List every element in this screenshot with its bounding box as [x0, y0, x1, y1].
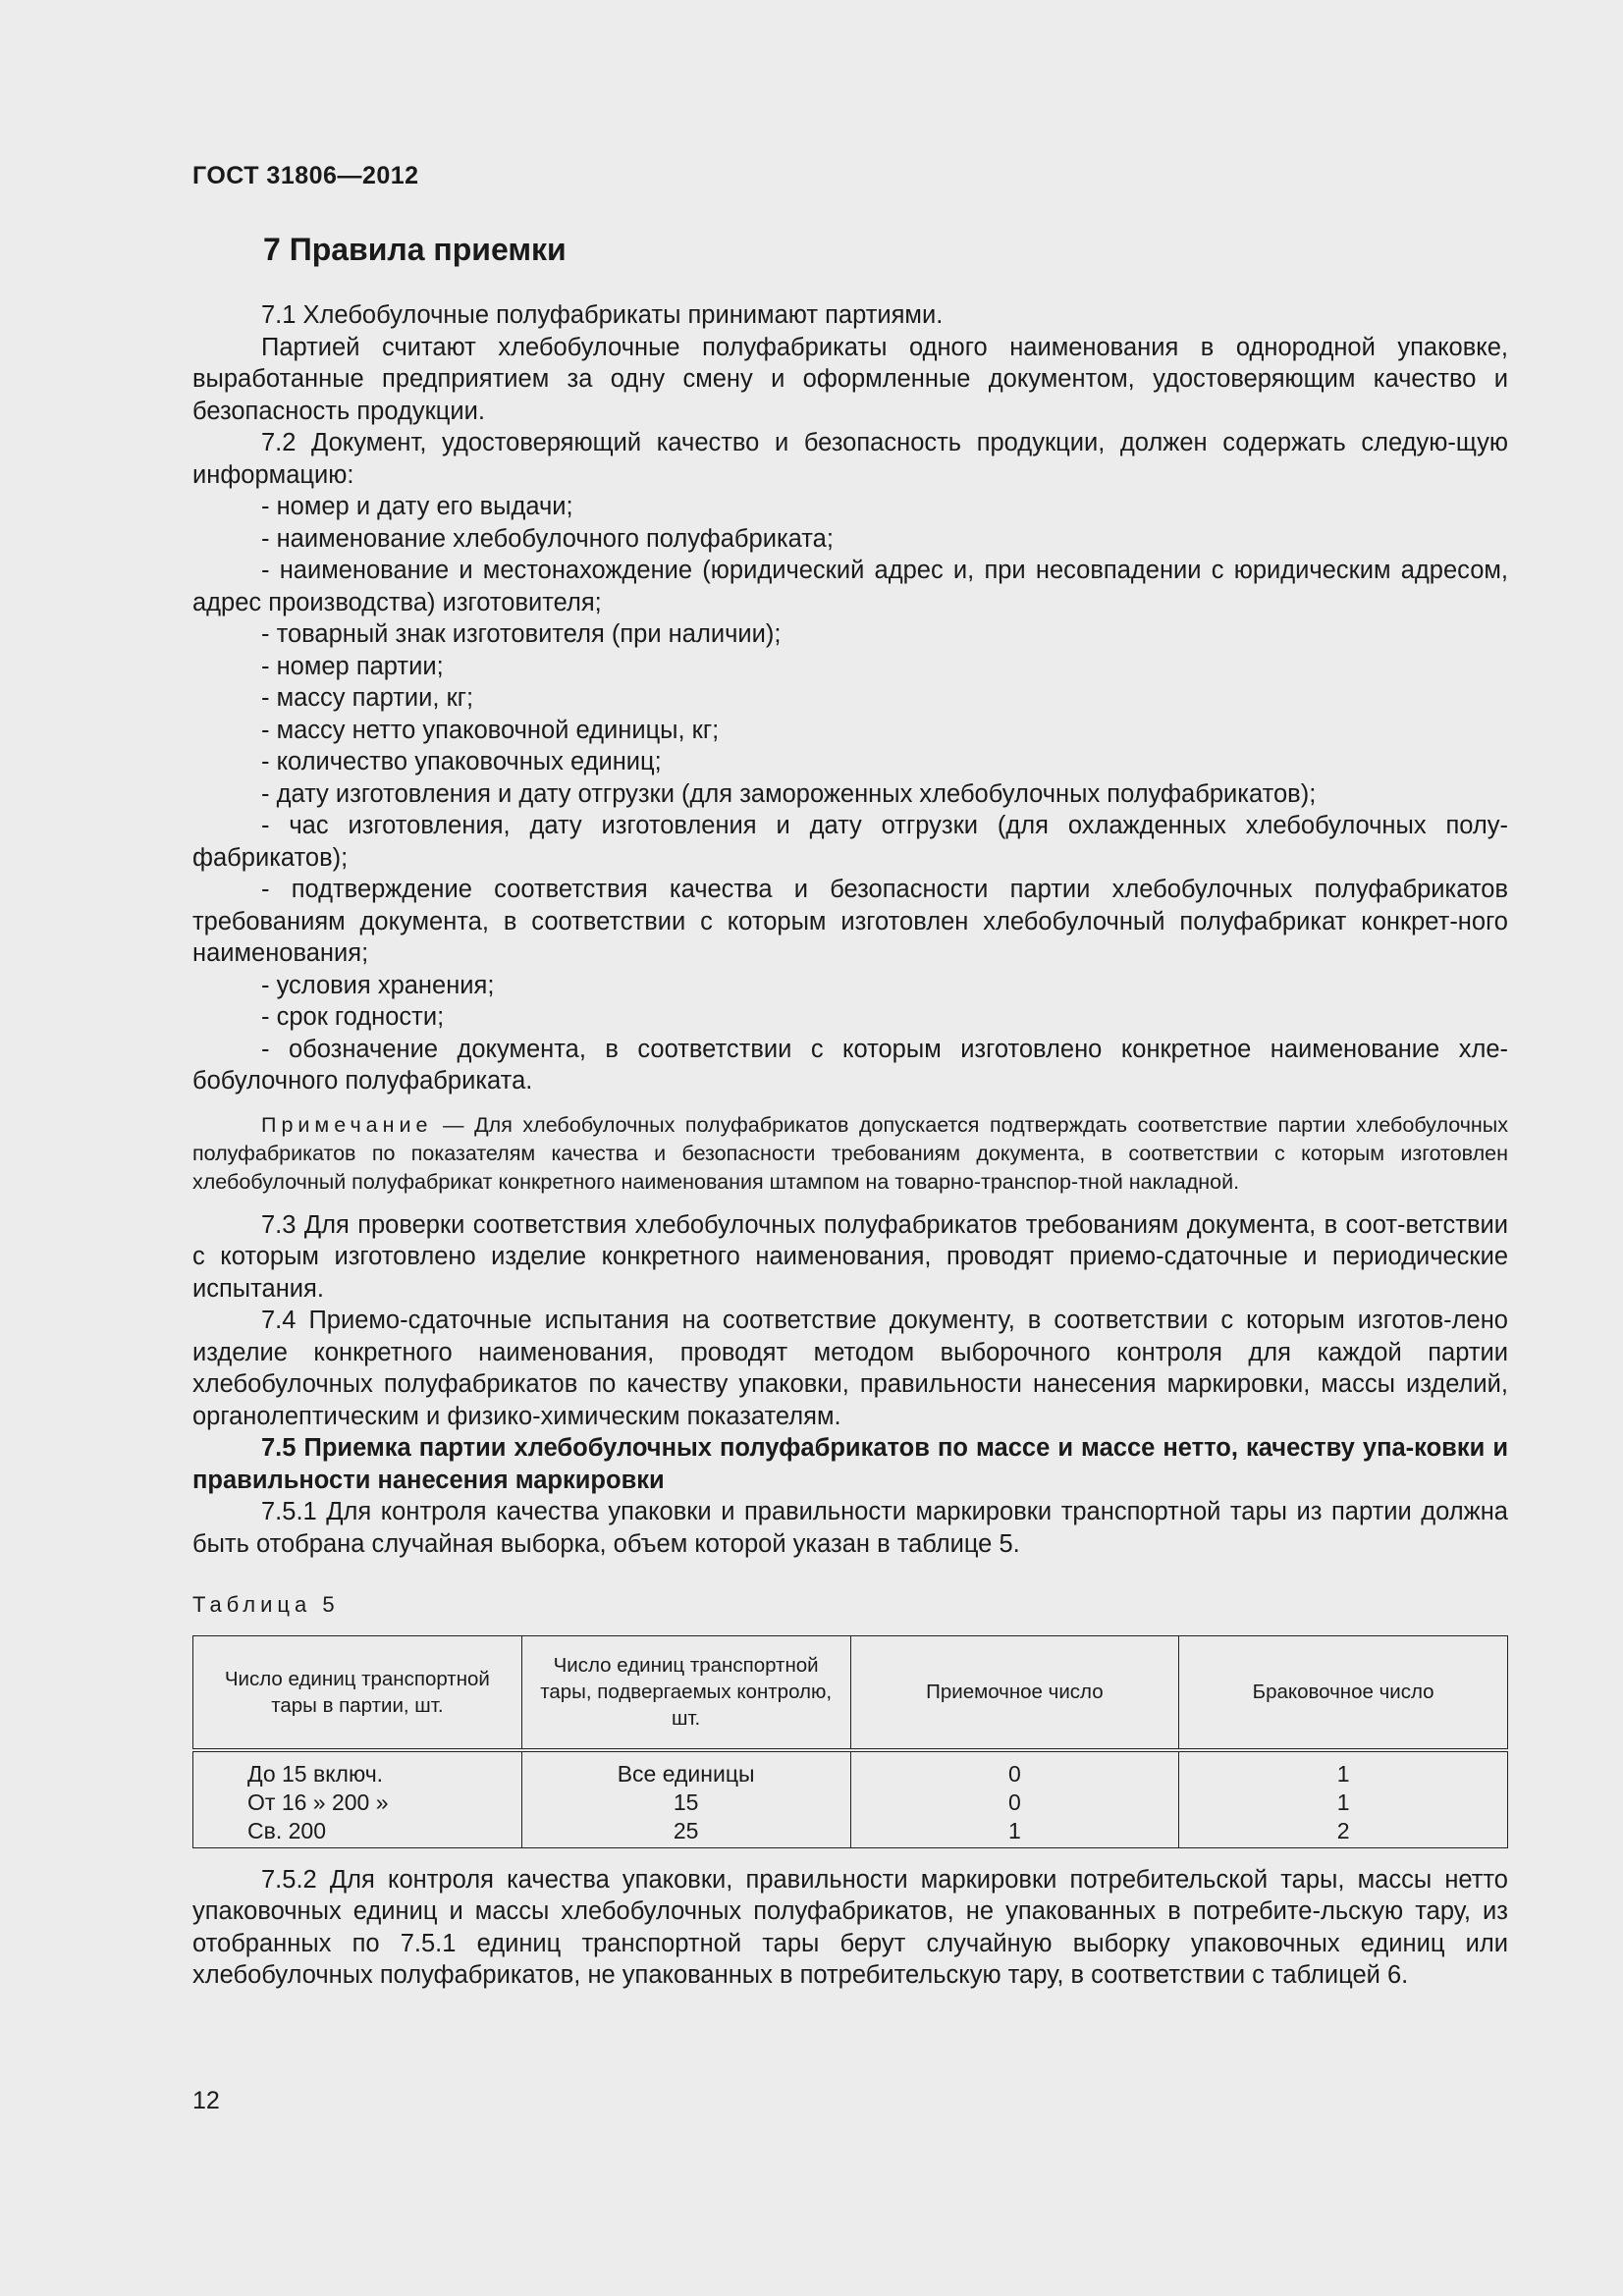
paragraph-7-3: 7.3 Для проверки соответствия хлебобулочных полуфабрикатов требованиям документа, в соот-ветствии с которым изготовлено изделие конкретного наименования, проводят приемо-сдаточные и периодические испытания.: [192, 1210, 1508, 1303]
list-item: - час изготовления, дату изготовления и дату отгрузки (для охлажденных хлебобулочных полу-фабрикатов);: [192, 812, 1508, 872]
paragraph-7-5-1: 7.5.1 Для контроля качества упаковки и правильности маркировки транспортной тары из партии должна быть отобрана случайная выборка, объем которой указан в таблице 5.: [192, 1498, 1508, 1558]
table-cell: До 15 включ.: [193, 1750, 522, 1789]
list-item: - номер партии;: [261, 652, 444, 680]
note: [192, 1111, 1508, 1197]
paragraph-7-1: 7.1 Хлебобулочные полуфабрикаты принимают партиями.: [261, 301, 944, 329]
table-cell: Все единицы: [521, 1750, 850, 1789]
table-caption: Таблица 5: [192, 1592, 340, 1617]
table-cell: 0: [850, 1789, 1179, 1817]
table-cell: 1: [850, 1817, 1179, 1848]
list-item: - количество упаковочных единиц;: [261, 748, 662, 775]
list-item: - номер и дату его выдачи;: [261, 493, 573, 520]
list-item: - обозначение документа, в соответствии с которым изготовлено конкретное наименование хле-бобулочного полуфабриката.: [192, 1035, 1508, 1095]
paragraph-7-2: 7.2 Документ, удостоверяющий качество и безопасность продукции, должен содержать следую-щую информацию:: [192, 429, 1508, 489]
page-number: 12: [192, 2087, 220, 2114]
paragraph-7-4: 7.4 Приемо-сдаточные испытания на соответствие документу, в соответствии с которым изготов-лено изделие конкретного наименования, проводят методом выборочного контроля для каждой партии хлебобулочных полуфабрикатов по качеству упаковки, правильности нанесения маркировки, массы изделий, органолептическим и физико-химическим показателям.: [192, 1307, 1508, 1430]
list-item: - подтверждение соответствия качества и безопасности партии хлебобулочных полуфабрикатов требованиям документа, в соответствии с которым изготовлен хлебобулочный полуфабрикат конкрет-ного наименования;: [192, 876, 1508, 967]
table-row: [193, 1789, 1508, 1817]
list-item: - массу нетто упаковочной единицы, кг;: [261, 716, 720, 744]
list-item: - наименование хлебобулочного полуфабриката;: [261, 524, 834, 553]
section-title: 7 Правила приемки: [263, 232, 567, 267]
paragraph-7-1-definition: Партией считают хлебобулочные полуфабрикаты одного наименования в однородной упаковке, выработанные предприятием за одну смену и оформленные документом, удостоверяющим качество и безопасность продукции.: [192, 333, 1508, 425]
table-header-cell: Число единиц транспортной тары, подвергаемых контролю, шт.: [521, 1635, 850, 1750]
table-cell: 1: [1179, 1750, 1508, 1789]
list-item: - массу партии, кг;: [261, 684, 474, 712]
note-text: — Для хлебобулочных полуфабрикатов допускается подтверждать соответствие партии хлебобулочных полуфабрикатов по показателям качества и безопасности требованиям документа, в соответствии с которым изготовлен хлебобулочный полуфабрикат конкретного наименования штампом на товарно-транспор-тной накладной.: [192, 1112, 1508, 1194]
list-item: - наименование и местонахождение (юридический адрес и, при несовпадении с юридическим адресом, адрес производства) изготовителя;: [192, 557, 1508, 616]
note-label: Примечание: [261, 1112, 433, 1137]
table-5: [192, 1635, 1508, 1848]
table-cell: 2: [1179, 1817, 1508, 1848]
list-item: - срок годности;: [261, 1003, 445, 1031]
table-header-row: [193, 1635, 1508, 1750]
table-cell: Св. 200: [193, 1817, 522, 1848]
table-header-cell: Число единиц транспортной тары в партии, шт.: [193, 1635, 522, 1750]
table-header-cell: Приемочное число: [850, 1635, 1179, 1750]
table-cell: 25: [521, 1817, 850, 1848]
table-cell: 1: [1179, 1789, 1508, 1817]
table-row: [193, 1817, 1508, 1848]
list-item: - товарный знак изготовителя (при наличии);: [261, 620, 782, 648]
document-body: [192, 299, 1508, 1992]
paragraph-7-5-heading: 7.5 Приемка партии хлебобулочных полуфабрикатов по массе и массе нетто, качеству упа-ковки и правильности нанесения маркировки: [192, 1434, 1508, 1494]
list-item: - условия хранения;: [261, 971, 495, 999]
table-cell: От 16 » 200 »: [193, 1789, 522, 1817]
paragraph-7-5-2: 7.5.2 Для контроля качества упаковки, правильности маркировки потребительской тары, массы нетто упаковочных единиц и массы хлебобулочных полуфабрикатов, не упакованных в потребите-льскую тару, из отобранных по 7.5.1 единиц транспортной тары берут случайную выборку упаковочных единиц или хлебобулочных полуфабрикатов, не упакованных в потребительскую тару, в соответствии с таблицей 6.: [192, 1865, 1508, 1989]
table-cell: 15: [521, 1789, 850, 1817]
table-row: [193, 1750, 1508, 1789]
list-item: - дату изготовления и дату отгрузки (для замороженных хлебобулочных полуфабрикатов);: [261, 779, 1317, 808]
table-header-cell: Браковочное число: [1179, 1635, 1508, 1750]
document-header: ГОСТ 31806—2012: [192, 162, 419, 189]
table-cell: 0: [850, 1750, 1179, 1789]
